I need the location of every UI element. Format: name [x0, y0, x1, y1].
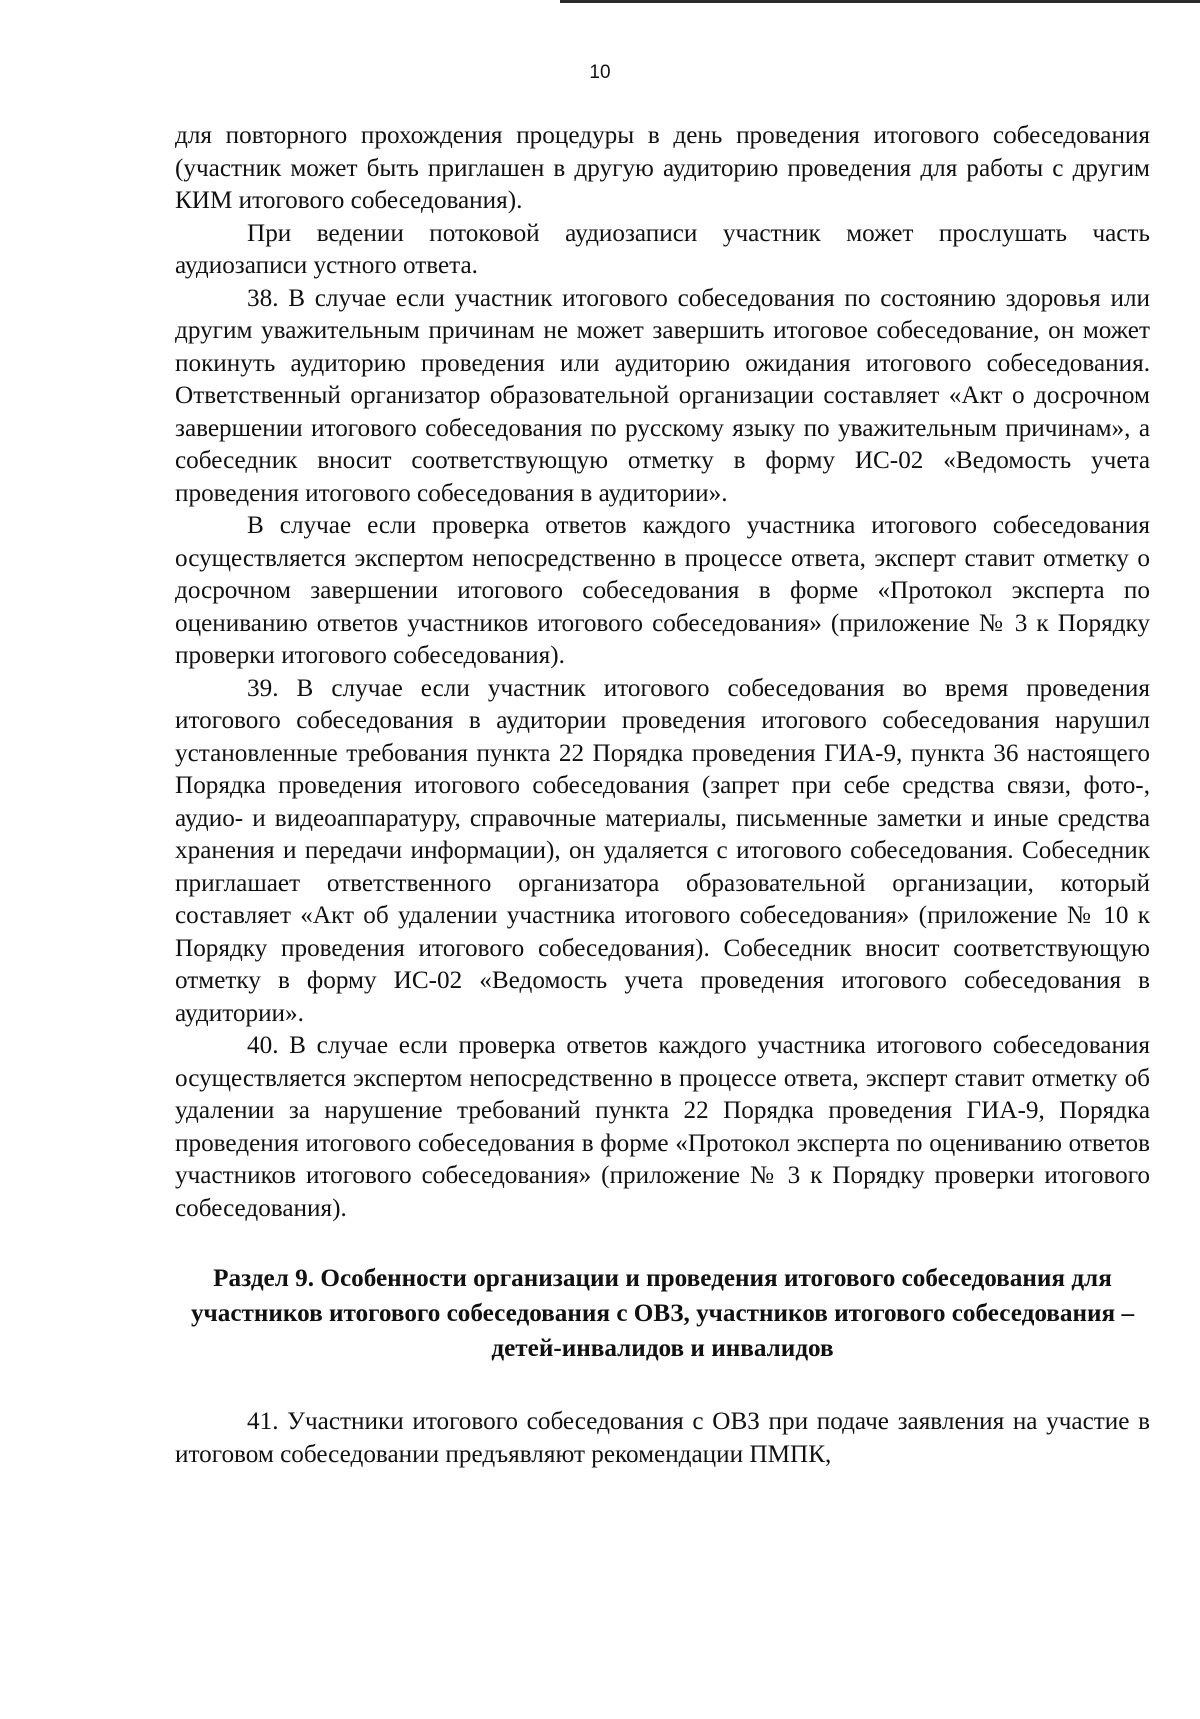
- page-number: 10: [589, 62, 611, 83]
- paragraph-continuation: для повторного прохождения процедуры в день проведения итогового собеседования (участник может быть приглашен в другую аудиторию проведения для работы с другим КИМ итогового собеседования).: [175, 122, 1150, 214]
- paragraph-39: 39. В случае если участник итогового собеседования во время проведения итогового собеседования в аудитории проведения итогового собеседования нарушил установленные требования пункта 22 Порядка проведения ГИА-9, пункта 36 настоящего Порядка проведения итогового собеседования (запрет при себе средства связи, фото-, аудио- и видеоаппаратуру, справочные материалы, письменные заметки и иные средства хранения и передачи информации), он удаляется с итогового собеседования. Собеседник приглашает ответственного организатора образовательной организации, который составляет «Акт об удалении участника итогового собеседования» (приложение № 10 к Порядку проведения итогового собеседования). Собеседник вносит соответствующую отметку в форму ИС-02 «Ведомость учета проведения итогового собеседования в аудитории».: [175, 674, 1150, 1027]
- paragraph-41: 41. Участники итогового собеседования с ОВЗ при подаче заявления на участие в итоговом собеседовании предъявляют рекомендации ПМПК,: [175, 1408, 1150, 1468]
- paragraph-40: 40. В случае если проверка ответов каждого участника итогового собеседования осуществляется экспертом непосредственно в процессе ответа, эксперт ставит отметку об удалении за нарушение требований пункта 22 Порядка проведения ГИА-9, Порядка проведения итогового собеседования в форме «Протокол эксперта по оцениванию ответов участников итогового собеседования» (приложение № 3 к Порядку проверки итогового собеседования).: [175, 1032, 1150, 1222]
- document-body: [175, 120, 1150, 1471]
- paragraph-audio-recording: При ведении потоковой аудиозаписи участник может прослушать часть аудиозаписи устного ответа.: [175, 219, 1150, 279]
- paragraph-38: 38. В случае если участник итогового собеседования по состоянию здоровья или другим уважительным причинам не может завершить итоговое собеседование, он может покинуть аудиторию проведения или аудиторию ожидания итогового собеседования. Ответственный организатор образовательной организации составляет «Акт о досрочном завершении итогового собеседования по русскому языку по уважительным причинам», а собеседник вносит соответствующую отметку в форму ИС-02 «Ведомость учета проведения итогового собеседования в аудитории».: [175, 284, 1150, 507]
- paragraph-38-expert: В случае если проверка ответов каждого участника итогового собеседования осуществляется экспертом непосредственно в процессе ответа, эксперт ставит отметку о досрочном завершении итогового собеседования в форме «Протокол эксперта по оцениванию ответов участников итогового собеседования» (приложение № 3 к Порядку проверки итогового собеседования).: [175, 512, 1150, 669]
- scan-top-edge: [560, 0, 1200, 3]
- section-9-heading: Раздел 9. Особенности организации и проведения итогового собеседования для участников итогового собеседования с ОВЗ, участников итогового собеседования – детей-инвалидов и инвалидов: [190, 1265, 1135, 1362]
